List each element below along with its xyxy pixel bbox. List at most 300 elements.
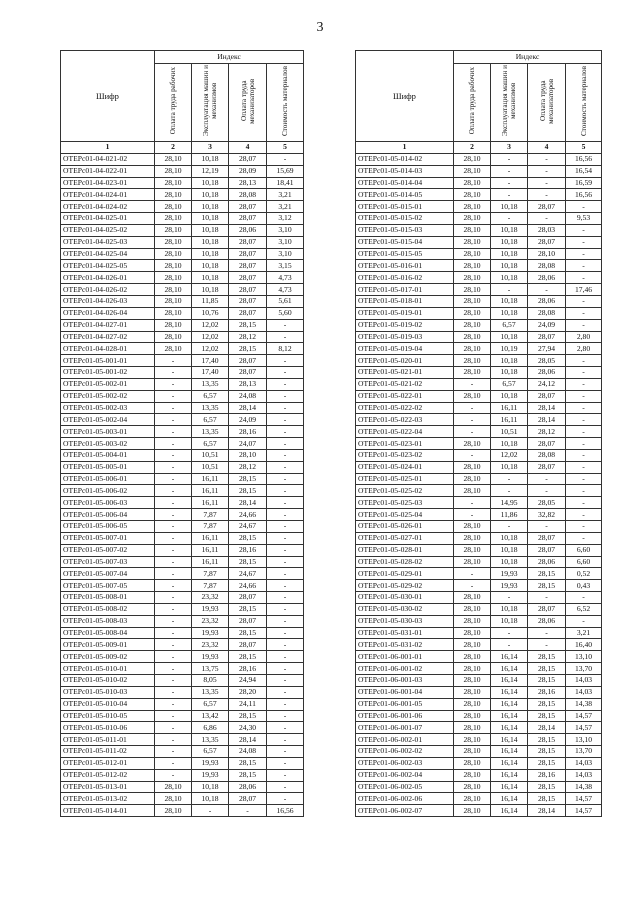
row-value: 16,11	[192, 473, 229, 485]
row-value: 16,14	[491, 686, 528, 698]
row-value: 28,07	[528, 438, 566, 450]
right-index-table	[355, 50, 602, 817]
row-value: 28,15	[528, 734, 566, 746]
row-value: 28,05	[528, 497, 566, 509]
row-value: -	[566, 532, 602, 544]
row-value: 19,93	[491, 580, 528, 592]
row-value: 28,07	[528, 461, 566, 473]
row-value: 28,10	[454, 769, 491, 781]
row-value: -	[267, 378, 304, 390]
row-value: -	[155, 710, 192, 722]
row-code: ОТЕРс01-05-022-04	[356, 426, 454, 438]
row-value: -	[267, 698, 304, 710]
row-value: 10,18	[192, 224, 229, 236]
row-code: ОТЕРс01-05-010-02	[61, 674, 155, 686]
row-value: 28,15	[229, 485, 267, 497]
row-value: 28,10	[155, 307, 192, 319]
row-value: 16,59	[566, 177, 602, 189]
row-value: 28,07	[528, 390, 566, 402]
row-code: ОТЕРс01-06-002-05	[356, 781, 454, 793]
row-value: -	[566, 521, 602, 533]
table-row	[61, 272, 304, 284]
right-table-body	[356, 153, 602, 816]
row-code: ОТЕРс01-05-013-02	[61, 793, 155, 805]
row-value: -	[491, 627, 528, 639]
row-value: 28,10	[454, 153, 491, 165]
table-row	[356, 710, 602, 722]
row-value: 9,53	[566, 213, 602, 225]
row-value: 14,03	[566, 757, 602, 769]
row-value: -	[229, 805, 267, 817]
table-row	[356, 355, 602, 367]
row-value: 24,66	[229, 580, 267, 592]
row-value: 24,66	[229, 509, 267, 521]
table-row	[356, 757, 602, 769]
row-value: 28,14	[528, 722, 566, 734]
row-code: ОТЕРс01-06-001-06	[356, 710, 454, 722]
row-value: -	[155, 651, 192, 663]
row-value: 28,14	[528, 402, 566, 414]
row-value: 16,11	[192, 485, 229, 497]
row-code: ОТЕРс01-05-020-01	[356, 355, 454, 367]
row-value: 28,10	[454, 746, 491, 758]
table-row	[61, 438, 304, 450]
row-code: ОТЕРс01-05-007-02	[61, 544, 155, 556]
row-value: 28,10	[454, 390, 491, 402]
row-value: 28,09	[229, 165, 267, 177]
row-value: 28,07	[528, 236, 566, 248]
table-row	[356, 686, 602, 698]
row-value: -	[491, 284, 528, 296]
row-value: 10,18	[491, 390, 528, 402]
row-value: 14,03	[566, 674, 602, 686]
row-value: 28,10	[454, 734, 491, 746]
row-value: 28,16	[528, 769, 566, 781]
row-code: ОТЕРс01-05-006-04	[61, 509, 155, 521]
left-index-table	[60, 50, 304, 817]
row-value: 12,02	[192, 331, 229, 343]
table-row	[61, 580, 304, 592]
row-value: -	[566, 449, 602, 461]
row-value: -	[267, 532, 304, 544]
row-value: 28,07	[528, 331, 566, 343]
row-value: -	[491, 177, 528, 189]
row-value: 28,10	[454, 651, 491, 663]
row-value: -	[528, 639, 566, 651]
table-row	[356, 201, 602, 213]
table-row	[356, 722, 602, 734]
table-row	[61, 248, 304, 260]
row-value: -	[155, 532, 192, 544]
row-code: ОТЕРс01-05-024-01	[356, 461, 454, 473]
row-value: 28,07	[229, 639, 267, 651]
row-code: ОТЕРс01-05-015-02	[356, 213, 454, 225]
row-value: 28,10	[454, 343, 491, 355]
table-row	[61, 603, 304, 615]
row-value: 13,35	[192, 686, 229, 698]
row-code: ОТЕРс01-05-011-02	[61, 746, 155, 758]
row-value: 28,10	[454, 698, 491, 710]
row-value: -	[267, 556, 304, 568]
row-value: 6,57	[192, 698, 229, 710]
row-value: -	[155, 485, 192, 497]
table-row	[61, 378, 304, 390]
table-row	[356, 461, 602, 473]
row-code: ОТЕРс01-05-006-03	[61, 497, 155, 509]
row-value: 28,15	[229, 473, 267, 485]
row-value: 6,57	[192, 390, 229, 402]
row-value: 16,56	[566, 189, 602, 201]
row-value: 28,07	[528, 603, 566, 615]
row-value: 28,10	[454, 663, 491, 675]
row-value: -	[491, 153, 528, 165]
table-row	[356, 793, 602, 805]
table-row	[356, 189, 602, 201]
row-value: 28,10	[454, 556, 491, 568]
row-code: ОТЕРс01-06-001-05	[356, 698, 454, 710]
row-value: 28,07	[229, 367, 267, 379]
row-value: 10,51	[192, 461, 229, 473]
row-value: 28,13	[229, 378, 267, 390]
row-value: 10,18	[192, 189, 229, 201]
row-value: -	[155, 769, 192, 781]
row-value: -	[267, 497, 304, 509]
row-value: 28,16	[229, 663, 267, 675]
table-row	[356, 319, 602, 331]
row-value: 19,93	[192, 627, 229, 639]
row-code: ОТЕРс01-05-002-04	[61, 414, 155, 426]
row-value: 28,10	[454, 236, 491, 248]
row-value: 10,18	[491, 295, 528, 307]
row-value: -	[155, 402, 192, 414]
table-row	[356, 580, 602, 592]
row-value: 28,15	[528, 746, 566, 758]
row-value: -	[454, 509, 491, 521]
row-code: ОТЕРс01-05-022-02	[356, 402, 454, 414]
table-row	[356, 651, 602, 663]
row-value: 28,10	[454, 248, 491, 260]
row-value: -	[566, 438, 602, 450]
row-value: -	[155, 544, 192, 556]
row-value: 28,10	[454, 485, 491, 497]
table-row	[356, 449, 602, 461]
row-code: ОТЕРс01-05-026-01	[356, 521, 454, 533]
row-value: 10,18	[192, 177, 229, 189]
row-value: -	[267, 603, 304, 615]
row-code: ОТЕРс01-05-017-01	[356, 284, 454, 296]
row-code: ОТЕРс01-05-008-04	[61, 627, 155, 639]
row-value: -	[267, 402, 304, 414]
row-value: -	[267, 710, 304, 722]
row-value: 6,60	[566, 556, 602, 568]
row-value: -	[155, 367, 192, 379]
row-value: -	[267, 686, 304, 698]
row-value: -	[566, 295, 602, 307]
row-value: 3,21	[267, 201, 304, 213]
row-value: 13,10	[566, 651, 602, 663]
row-code: ОТЕРс01-06-001-02	[356, 663, 454, 675]
row-code: ОТЕРс01-05-016-02	[356, 272, 454, 284]
row-code: ОТЕРс01-05-021-02	[356, 378, 454, 390]
row-value: 28,14	[229, 497, 267, 509]
row-value: 28,10	[454, 781, 491, 793]
row-value: 6,57	[192, 414, 229, 426]
row-value: 24,09	[528, 319, 566, 331]
row-value: -	[267, 426, 304, 438]
row-value: 27,94	[528, 343, 566, 355]
header-code: Шифр	[61, 51, 155, 142]
row-value: 24,09	[229, 414, 267, 426]
row-value: 13,42	[192, 710, 229, 722]
table-row	[356, 603, 602, 615]
row-code: ОТЕРс01-05-014-04	[356, 177, 454, 189]
row-value: -	[155, 556, 192, 568]
row-value: 19,93	[192, 651, 229, 663]
row-code: ОТЕРс01-06-002-03	[356, 757, 454, 769]
row-code: ОТЕРс01-05-031-01	[356, 627, 454, 639]
row-value: 28,07	[528, 532, 566, 544]
row-value: -	[491, 639, 528, 651]
table-row	[61, 260, 304, 272]
row-value: 10,18	[491, 603, 528, 615]
table-row	[356, 568, 602, 580]
row-value: 16,14	[491, 757, 528, 769]
row-value: 6,57	[192, 438, 229, 450]
row-value: -	[155, 568, 192, 580]
row-code: ОТЕРс01-05-027-01	[356, 532, 454, 544]
page-number: 3	[316, 20, 324, 35]
row-value: -	[155, 473, 192, 485]
row-code: ОТЕРс01-05-007-03	[61, 556, 155, 568]
table-row	[61, 663, 304, 675]
table-row	[61, 769, 304, 781]
row-value: 13,35	[192, 734, 229, 746]
row-value: -	[491, 485, 528, 497]
row-value: -	[267, 521, 304, 533]
row-code: ОТЕРс01-05-006-05	[61, 521, 155, 533]
table-row	[61, 485, 304, 497]
row-value: 28,15	[229, 532, 267, 544]
row-value: 28,14	[528, 805, 566, 817]
row-value: 13,10	[566, 734, 602, 746]
row-value: 28,15	[528, 698, 566, 710]
table-row	[61, 544, 304, 556]
row-value: 28,10	[454, 307, 491, 319]
row-value: 28,10	[155, 248, 192, 260]
row-code: ОТЕРс01-05-028-02	[356, 556, 454, 568]
row-value: 28,10	[155, 805, 192, 817]
row-value: 28,10	[454, 686, 491, 698]
row-value: 16,14	[491, 805, 528, 817]
row-value: 10,18	[192, 201, 229, 213]
row-value: -	[267, 367, 304, 379]
row-code: ОТЕРс01-05-014-01	[61, 805, 155, 817]
row-value: 19,93	[192, 769, 229, 781]
row-code: ОТЕРс01-05-002-02	[61, 390, 155, 402]
row-value: 28,06	[528, 272, 566, 284]
row-value: 16,14	[491, 781, 528, 793]
row-value: 16,14	[491, 722, 528, 734]
row-code: ОТЕРс01-05-003-02	[61, 438, 155, 450]
table-row	[61, 367, 304, 379]
row-code: ОТЕРс01-06-002-06	[356, 793, 454, 805]
row-value: -	[566, 248, 602, 260]
row-value: 28,10	[155, 236, 192, 248]
row-value: 5,60	[267, 307, 304, 319]
row-value: 24,67	[229, 568, 267, 580]
row-value: -	[491, 592, 528, 604]
row-value: 23,32	[192, 615, 229, 627]
row-value: 28,10	[454, 757, 491, 769]
row-value: -	[454, 426, 491, 438]
row-value: 28,10	[155, 224, 192, 236]
row-value: 2,80	[566, 343, 602, 355]
table-row	[61, 177, 304, 189]
row-value: -	[155, 580, 192, 592]
table-row	[356, 438, 602, 450]
row-code: ОТЕРс01-04-026-04	[61, 307, 155, 319]
row-value: -	[267, 331, 304, 343]
row-code: ОТЕРс01-05-010-04	[61, 698, 155, 710]
row-value: -	[491, 189, 528, 201]
row-value: -	[491, 165, 528, 177]
row-value: 10,18	[491, 461, 528, 473]
table-row	[356, 260, 602, 272]
row-value: -	[267, 722, 304, 734]
table-row	[356, 307, 602, 319]
table-row	[356, 769, 602, 781]
row-value: -	[528, 627, 566, 639]
row-value: 28,10	[454, 793, 491, 805]
table-row	[61, 307, 304, 319]
table-row	[61, 414, 304, 426]
row-code: ОТЕРс01-06-002-02	[356, 746, 454, 758]
row-code: ОТЕРс01-05-015-05	[356, 248, 454, 260]
row-value: 3,10	[267, 248, 304, 260]
table-row	[61, 639, 304, 651]
row-value: 28,06	[528, 615, 566, 627]
row-value: 28,15	[229, 556, 267, 568]
row-value: 28,15	[229, 627, 267, 639]
row-value: -	[155, 639, 192, 651]
row-value: -	[528, 473, 566, 485]
header-col-materials: Стоимость материалов	[267, 64, 304, 142]
row-code: ОТЕРс01-06-001-01	[356, 651, 454, 663]
table-row	[61, 592, 304, 604]
row-value: -	[566, 461, 602, 473]
row-value: 28,07	[229, 307, 267, 319]
row-value: 28,10	[155, 331, 192, 343]
row-value: -	[566, 319, 602, 331]
table-row	[61, 473, 304, 485]
row-code: ОТЕРс01-05-013-01	[61, 781, 155, 793]
row-value: 10,18	[491, 438, 528, 450]
row-value: -	[155, 390, 192, 402]
row-value: -	[267, 793, 304, 805]
row-value: -	[267, 674, 304, 686]
row-value: 28,07	[229, 355, 267, 367]
row-value: 28,05	[528, 355, 566, 367]
row-value: 10,18	[192, 284, 229, 296]
row-value: 10,18	[491, 272, 528, 284]
row-value: -	[155, 355, 192, 367]
row-code: ОТЕРс01-05-007-04	[61, 568, 155, 580]
row-value: 12,02	[192, 319, 229, 331]
row-value: 13,35	[192, 402, 229, 414]
table-row	[61, 295, 304, 307]
row-value: -	[267, 769, 304, 781]
row-value: -	[454, 497, 491, 509]
row-value: 28,15	[528, 568, 566, 580]
row-code: ОТЕРс01-04-025-04	[61, 248, 155, 260]
row-code: ОТЕРс01-04-026-02	[61, 284, 155, 296]
table-row	[356, 414, 602, 426]
row-value: 10,18	[192, 153, 229, 165]
row-code: ОТЕРс01-06-002-01	[356, 734, 454, 746]
header-col-materials: Стоимость материалов	[566, 64, 602, 142]
table-row	[61, 153, 304, 165]
row-value: 32,82	[528, 509, 566, 521]
header-index: Индекс	[454, 51, 602, 64]
row-code: ОТЕРс01-04-022-01	[61, 165, 155, 177]
row-value: 23,32	[192, 639, 229, 651]
row-value: -	[566, 390, 602, 402]
row-value: 10,18	[192, 781, 229, 793]
table-row	[356, 615, 602, 627]
row-value: -	[566, 497, 602, 509]
row-value: 28,15	[229, 757, 267, 769]
table-row	[61, 201, 304, 213]
row-value: 28,10	[155, 165, 192, 177]
row-value: 16,11	[192, 497, 229, 509]
row-code: ОТЕРс01-05-023-02	[356, 449, 454, 461]
table-row	[356, 781, 602, 793]
row-value: -	[267, 544, 304, 556]
row-value: 7,87	[192, 568, 229, 580]
row-value: 10,51	[491, 426, 528, 438]
row-value: 16,56	[566, 153, 602, 165]
table-row	[356, 746, 602, 758]
row-value: 12,02	[192, 343, 229, 355]
row-value: 10,18	[491, 248, 528, 260]
table-row	[356, 627, 602, 639]
row-value: 28,16	[229, 426, 267, 438]
row-value: -	[155, 414, 192, 426]
table-row	[356, 556, 602, 568]
row-value: 6,57	[491, 319, 528, 331]
row-value: 14,57	[566, 793, 602, 805]
row-value: -	[528, 485, 566, 497]
row-code: ОТЕРс01-05-006-01	[61, 473, 155, 485]
row-value: -	[267, 639, 304, 651]
row-value: 16,11	[491, 414, 528, 426]
row-value: 10,76	[192, 307, 229, 319]
row-value: 2,80	[566, 331, 602, 343]
row-value: 28,07	[229, 615, 267, 627]
row-value: -	[267, 461, 304, 473]
row-value: -	[454, 580, 491, 592]
row-code: ОТЕРс01-05-014-03	[356, 165, 454, 177]
row-value: 28,10	[155, 260, 192, 272]
table-row	[61, 319, 304, 331]
table-row	[356, 224, 602, 236]
table-row	[61, 710, 304, 722]
table-row	[356, 532, 602, 544]
row-value: -	[267, 615, 304, 627]
row-value: 10,18	[491, 260, 528, 272]
row-value: 28,10	[155, 781, 192, 793]
row-code: ОТЕРс01-05-019-01	[356, 307, 454, 319]
